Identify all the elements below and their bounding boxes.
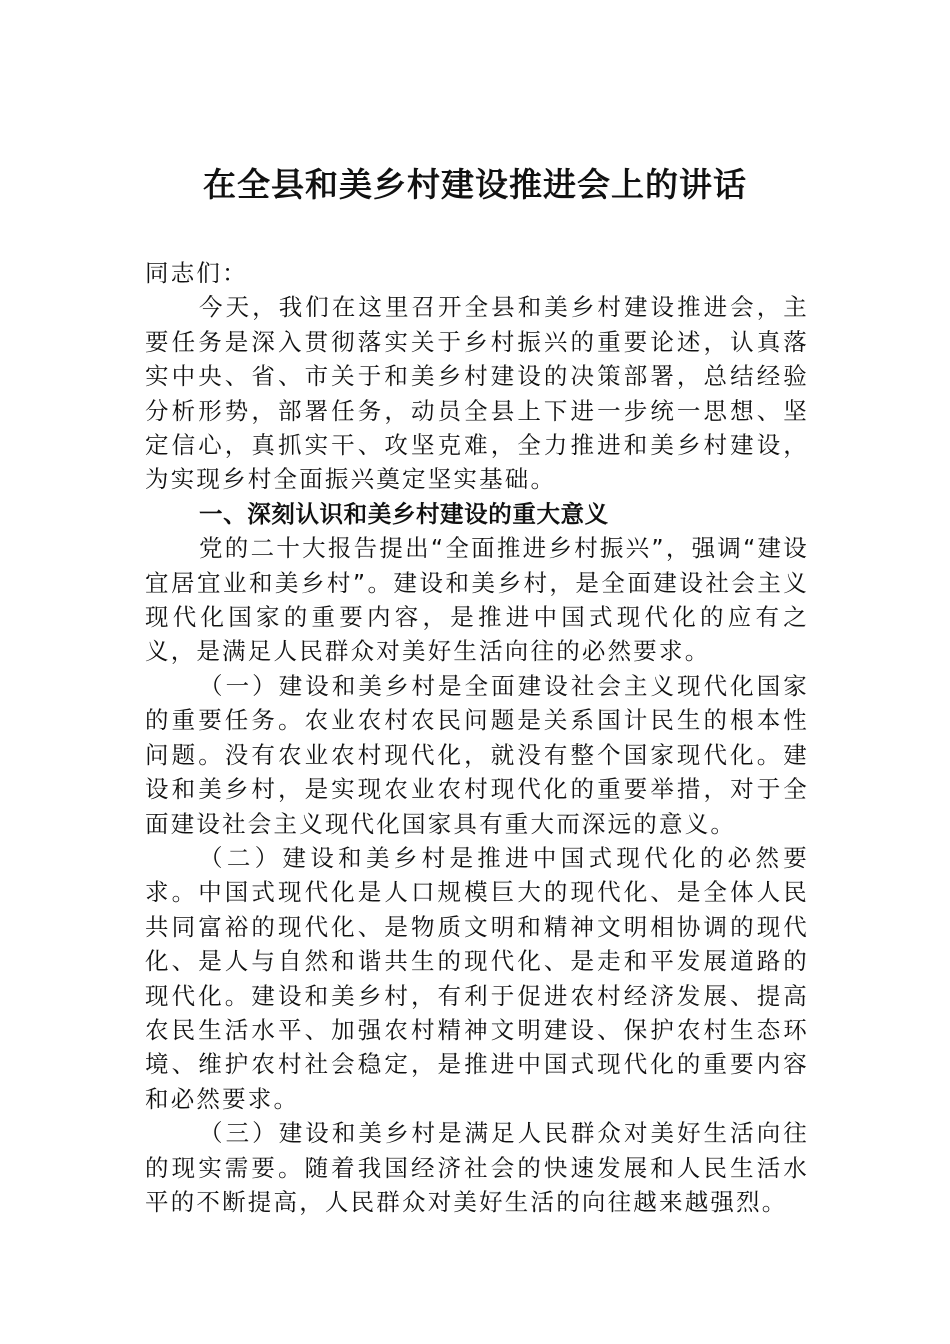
paragraph-point-1: （一）建设和美乡村是全面建设社会主义现代化国家的重要任务。农业农村农民问题是关系国计民生的根本性问题。没有农业农村现代化，就没有整个国家现代化。建设和美乡村，是实现农业农村现代化的重要举措，对于全面建设社会主义现代化国家具有重大而深远的意义。 [145, 671, 809, 838]
document-title: 在全县和美乡村建设推进会上的讲话 [203, 165, 747, 204]
paragraph-intro: 今天，我们在这里召开全县和美乡村建设推进会，主要任务是深入贯彻落实关于乡村振兴的重要论述，认真落实中央、省、市关于和美乡村建设的决策部署，总结经验分析形势，部署任务，动员全县上下进一步统一思想、坚定信心，真抓实干、攻坚克难，全力推进和美乡村建设，为实现乡村全面振兴奠定坚实基础。 [145, 293, 809, 494]
paragraph-point-3: （三）建设和美乡村是满足人民群众对美好生活向往的现实需要。随着我国经济社会的快速发展和人民生活水平的不断提高，人民群众对美好生活的向往越来越强烈。 [145, 1119, 809, 1216]
paragraph-section-1-overview: 党的二十大报告提出“全面推进乡村振兴”，强调“建设宜居宜业和美乡村”。建设和美乡村，是全面建设社会主义现代化国家的重要内容，是推进中国式现代化的应有之义，是满足人民群众对美好生活向往的必然要求。 [145, 534, 809, 666]
document-body [145, 256, 809, 1219]
section-heading-1: 一、深刻认识和美乡村建设的重大意义 [199, 499, 609, 528]
salutation: 同志们： [145, 259, 248, 287]
paragraph-point-2: （二）建设和美乡村是推进中国式现代化的必然要求。中国式现代化是人口规模巨大的现代化、是全体人民共同富裕的现代化、是物质文明和精神文明相协调的现代化、是人与自然和谐共生的现代化、是走和平发展道路的现代化。建设和美乡村，有利于促进农村经济发展、提高农民生活水平、加强农村精神文明建设、保护农村生态环境、维护农村社会稳定，是推进中国式现代化的重要内容和必然要求。 [145, 843, 809, 1113]
